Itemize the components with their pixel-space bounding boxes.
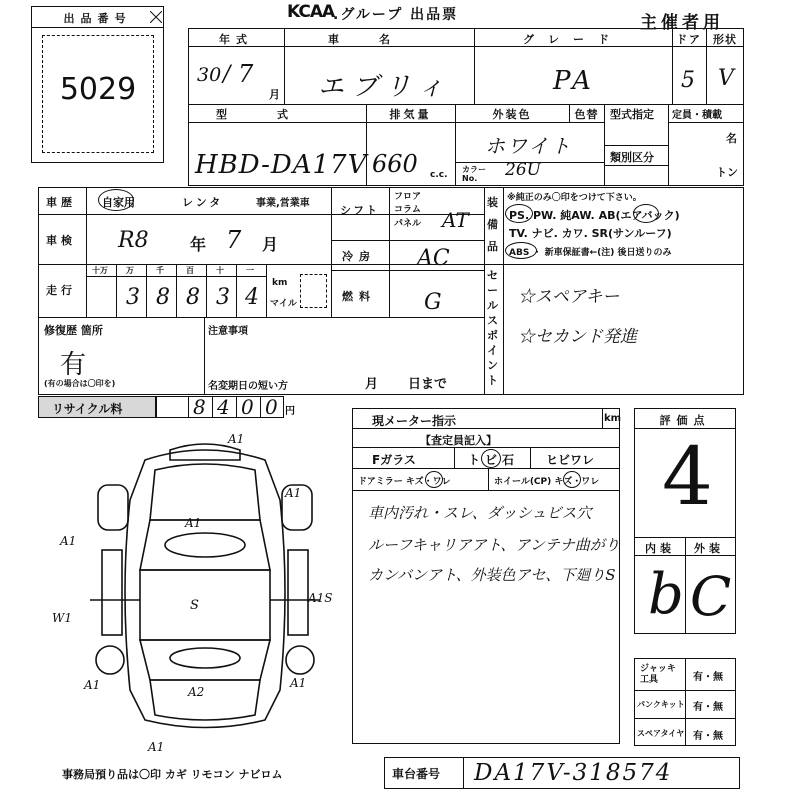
glass-crack: ヒビワレ [546, 453, 595, 467]
abs-circle-icon [505, 242, 537, 259]
recycle-digit: 0 [265, 395, 278, 419]
recycle-label: リサイクル料 [52, 402, 123, 416]
mileage-digit: 3 [126, 285, 140, 310]
damage-mark-right-side: A1S [308, 591, 333, 605]
header-displacement: 排気量 [389, 108, 432, 121]
mileage-km: km [272, 278, 288, 288]
mileage-digit: 8 [186, 285, 200, 310]
recycle-digit: 4 [217, 395, 230, 419]
inspection-month: 7 [226, 226, 242, 254]
month-value: 7 [238, 60, 254, 88]
header-capacity: 定員・積載 [672, 110, 722, 121]
history-private-circle-icon [98, 189, 134, 211]
recycle-digit: 0 [241, 395, 254, 419]
damage-mark-left-side: W1 [52, 611, 72, 625]
meter-label: 現メーター指示 [372, 414, 457, 428]
sales-points-label: セールスポイント [487, 269, 498, 387]
damage-mark-hood: A1 [185, 516, 202, 530]
inspection-label: 車検 [46, 234, 76, 247]
equipment-label: 装備品 [487, 196, 498, 253]
shift-column: コラム [394, 205, 421, 215]
chassis-label: 車台番号 [392, 767, 441, 781]
displacement-value: 660 [372, 150, 418, 178]
damage-mark-front-left: A1 [60, 534, 77, 548]
office-items: 事務局預り品は〇印 カギ リモコン ナビロム [62, 768, 283, 781]
chassis-value: DA17V-318574 [474, 760, 673, 786]
tools-row-label: パンクキット [637, 700, 685, 709]
exterior-label: 外装 [694, 542, 724, 555]
header-name: 車名 [328, 33, 430, 46]
glass-bi-circle-icon [481, 449, 501, 468]
mileage-unit-box [300, 274, 327, 308]
door-value: 5 [681, 68, 695, 93]
header-door: ドア [676, 33, 702, 46]
name-change-month: 月 [365, 377, 379, 392]
grade-score: 4 [662, 430, 713, 523]
damage-mark-right-rear: A1 [290, 676, 307, 690]
equipment-line-2: TV. ナビ. カワ. SR(サンルーフ) [509, 227, 672, 240]
meter-unit: km [604, 413, 622, 424]
car-name: エブリィ [318, 72, 452, 102]
header-color-change: 色替 [574, 108, 599, 121]
mileage-unit-10: 十 [216, 266, 224, 275]
glass-opt-to: ト [468, 453, 481, 467]
glass-opt-bi: ビ [485, 453, 498, 467]
mileage-digit: 4 [245, 285, 259, 310]
cc-unit: c.c. [430, 170, 448, 180]
fuel-label: 燃料 [342, 290, 376, 303]
unit-person: 名 [726, 132, 737, 145]
shift-label: シフト [340, 204, 379, 217]
mirror-label: ドアミラー キズ・ワレ [358, 477, 451, 487]
damage-mark-front: A1 [228, 432, 245, 446]
color-value: ホワイト [485, 134, 573, 158]
history-business: 事業,営業車 [256, 198, 310, 209]
header-shape: 形状 [713, 33, 737, 46]
notes-label: 注意事項 [208, 326, 248, 337]
inspection-year-unit: 年 [190, 235, 207, 254]
repair-label: 修復歴 箇所 [44, 324, 103, 337]
interior-value: b [648, 562, 684, 627]
recycle-digit: 8 [193, 395, 206, 419]
mileage-unit-10k: 万 [126, 266, 134, 275]
history-private: 自家用 [102, 196, 135, 209]
model-value: HBD-DA17V [195, 150, 368, 180]
recycle-unit: 円 [285, 406, 295, 417]
corner-mark-icon [150, 8, 162, 20]
ac-label: 冷房 [342, 250, 376, 263]
header-grade: グレード [523, 33, 623, 46]
repair-note: (有の場合は〇印を) [44, 379, 116, 388]
brand-logo: KCAA [287, 2, 335, 22]
remark-line: カンバンアト、外装色アセ、下廻りS [368, 566, 616, 584]
repair-value: 有 [60, 350, 87, 380]
mileage-unit-1k: 千 [156, 266, 164, 275]
inspector-header: 【査定員記入】 [420, 434, 497, 447]
unit-ton: トン [716, 166, 738, 179]
equipment-line-3: ABS ・ 新車保証書←(注) 後日送りのみ [509, 248, 672, 258]
ab-circle-icon [633, 204, 659, 223]
role-label: 主催者用 [640, 13, 724, 33]
ac-value: AC [417, 246, 450, 271]
lot-header: 出品番号 [63, 12, 132, 25]
shift-value: AT [442, 208, 469, 232]
equipment-line-1: PS. PW. 純AW. AB(エアバック) [509, 209, 680, 222]
ps-circle-icon [505, 204, 533, 223]
tools-row-value: 有・無 [693, 731, 723, 742]
sales-point-item: ☆スペアキー [518, 287, 620, 307]
inspection-month-unit: 月 [262, 235, 279, 254]
tools-row-label: ジャッキ 工具 [640, 664, 676, 685]
header-color: 外装色 [492, 108, 532, 121]
fuel-value: G [424, 290, 442, 315]
remark-line: ルーフキャリアアト、アンテナ曲がり [368, 536, 620, 554]
exterior-value: C [690, 565, 732, 628]
tools-row-label: スペアタイヤ [637, 729, 685, 738]
grade-value: PA [553, 66, 595, 96]
name-change-label: 名変期日の短い方 [208, 381, 288, 392]
history-rental: レンタ [182, 196, 224, 209]
damage-mark-rear: A1 [148, 740, 165, 754]
lot-number: 5029 [59, 72, 137, 107]
year-value: 30 [197, 64, 222, 86]
remark-line: 車内汚れ・スレ、ダッシュビス穴 [368, 504, 592, 522]
glass-opt-stone: 石 [502, 453, 515, 467]
mileage-digit: 3 [216, 285, 230, 310]
damage-mark-trunk: A2 [188, 685, 205, 699]
damage-mark-left-rear: A1 [84, 678, 101, 692]
shift-panel: パネル [394, 219, 422, 229]
grade-label: 評価点 [659, 414, 711, 427]
wheel-circle-icon [563, 471, 581, 488]
mileage-unit-100: 百 [186, 266, 194, 275]
mileage-label: 走行 [46, 284, 76, 297]
color-no-value: 26U [505, 160, 541, 180]
mileage-digit: 8 [156, 285, 170, 310]
year-sep: / [223, 62, 231, 87]
header-year: 年式 [219, 33, 253, 46]
header-model-spec: 型式指定 [610, 108, 654, 121]
color-no-label: カラーNo. [462, 165, 486, 183]
wheel-label: ホイール(CP) キズ・ワレ [494, 477, 600, 487]
shape-value: V [718, 66, 734, 91]
header-category: 類別区分 [610, 151, 654, 164]
interior-label: 内装 [645, 542, 675, 555]
sales-point-item: ☆セカンド発進 [518, 327, 637, 347]
inspection-r: R8 [118, 228, 149, 253]
header-model: 型式 [216, 108, 338, 121]
glass-label: Fガラス [372, 453, 416, 467]
brand-title: .グループ 出品票 [333, 7, 459, 23]
damage-mark-right-front: A1 [285, 486, 302, 500]
name-change-day: 日まで [408, 377, 448, 392]
shift-floor: フロア [394, 192, 422, 202]
damage-mark-roof: S [190, 598, 199, 613]
mileage-unit-1: 一 [246, 266, 254, 275]
mileage-unit-100k: 十万 [92, 266, 108, 275]
car-diagram [90, 440, 320, 740]
mirror-circle-icon [425, 471, 443, 488]
mileage-mile: マイル [270, 299, 297, 309]
tools-row-value: 有・無 [693, 672, 723, 683]
equipment-note: ※純正のみ〇印をつけて下さい。 [507, 193, 642, 203]
tools-row-value: 有・無 [693, 702, 723, 713]
history-label: 車歴 [46, 196, 76, 209]
month-unit: 月 [269, 88, 280, 101]
